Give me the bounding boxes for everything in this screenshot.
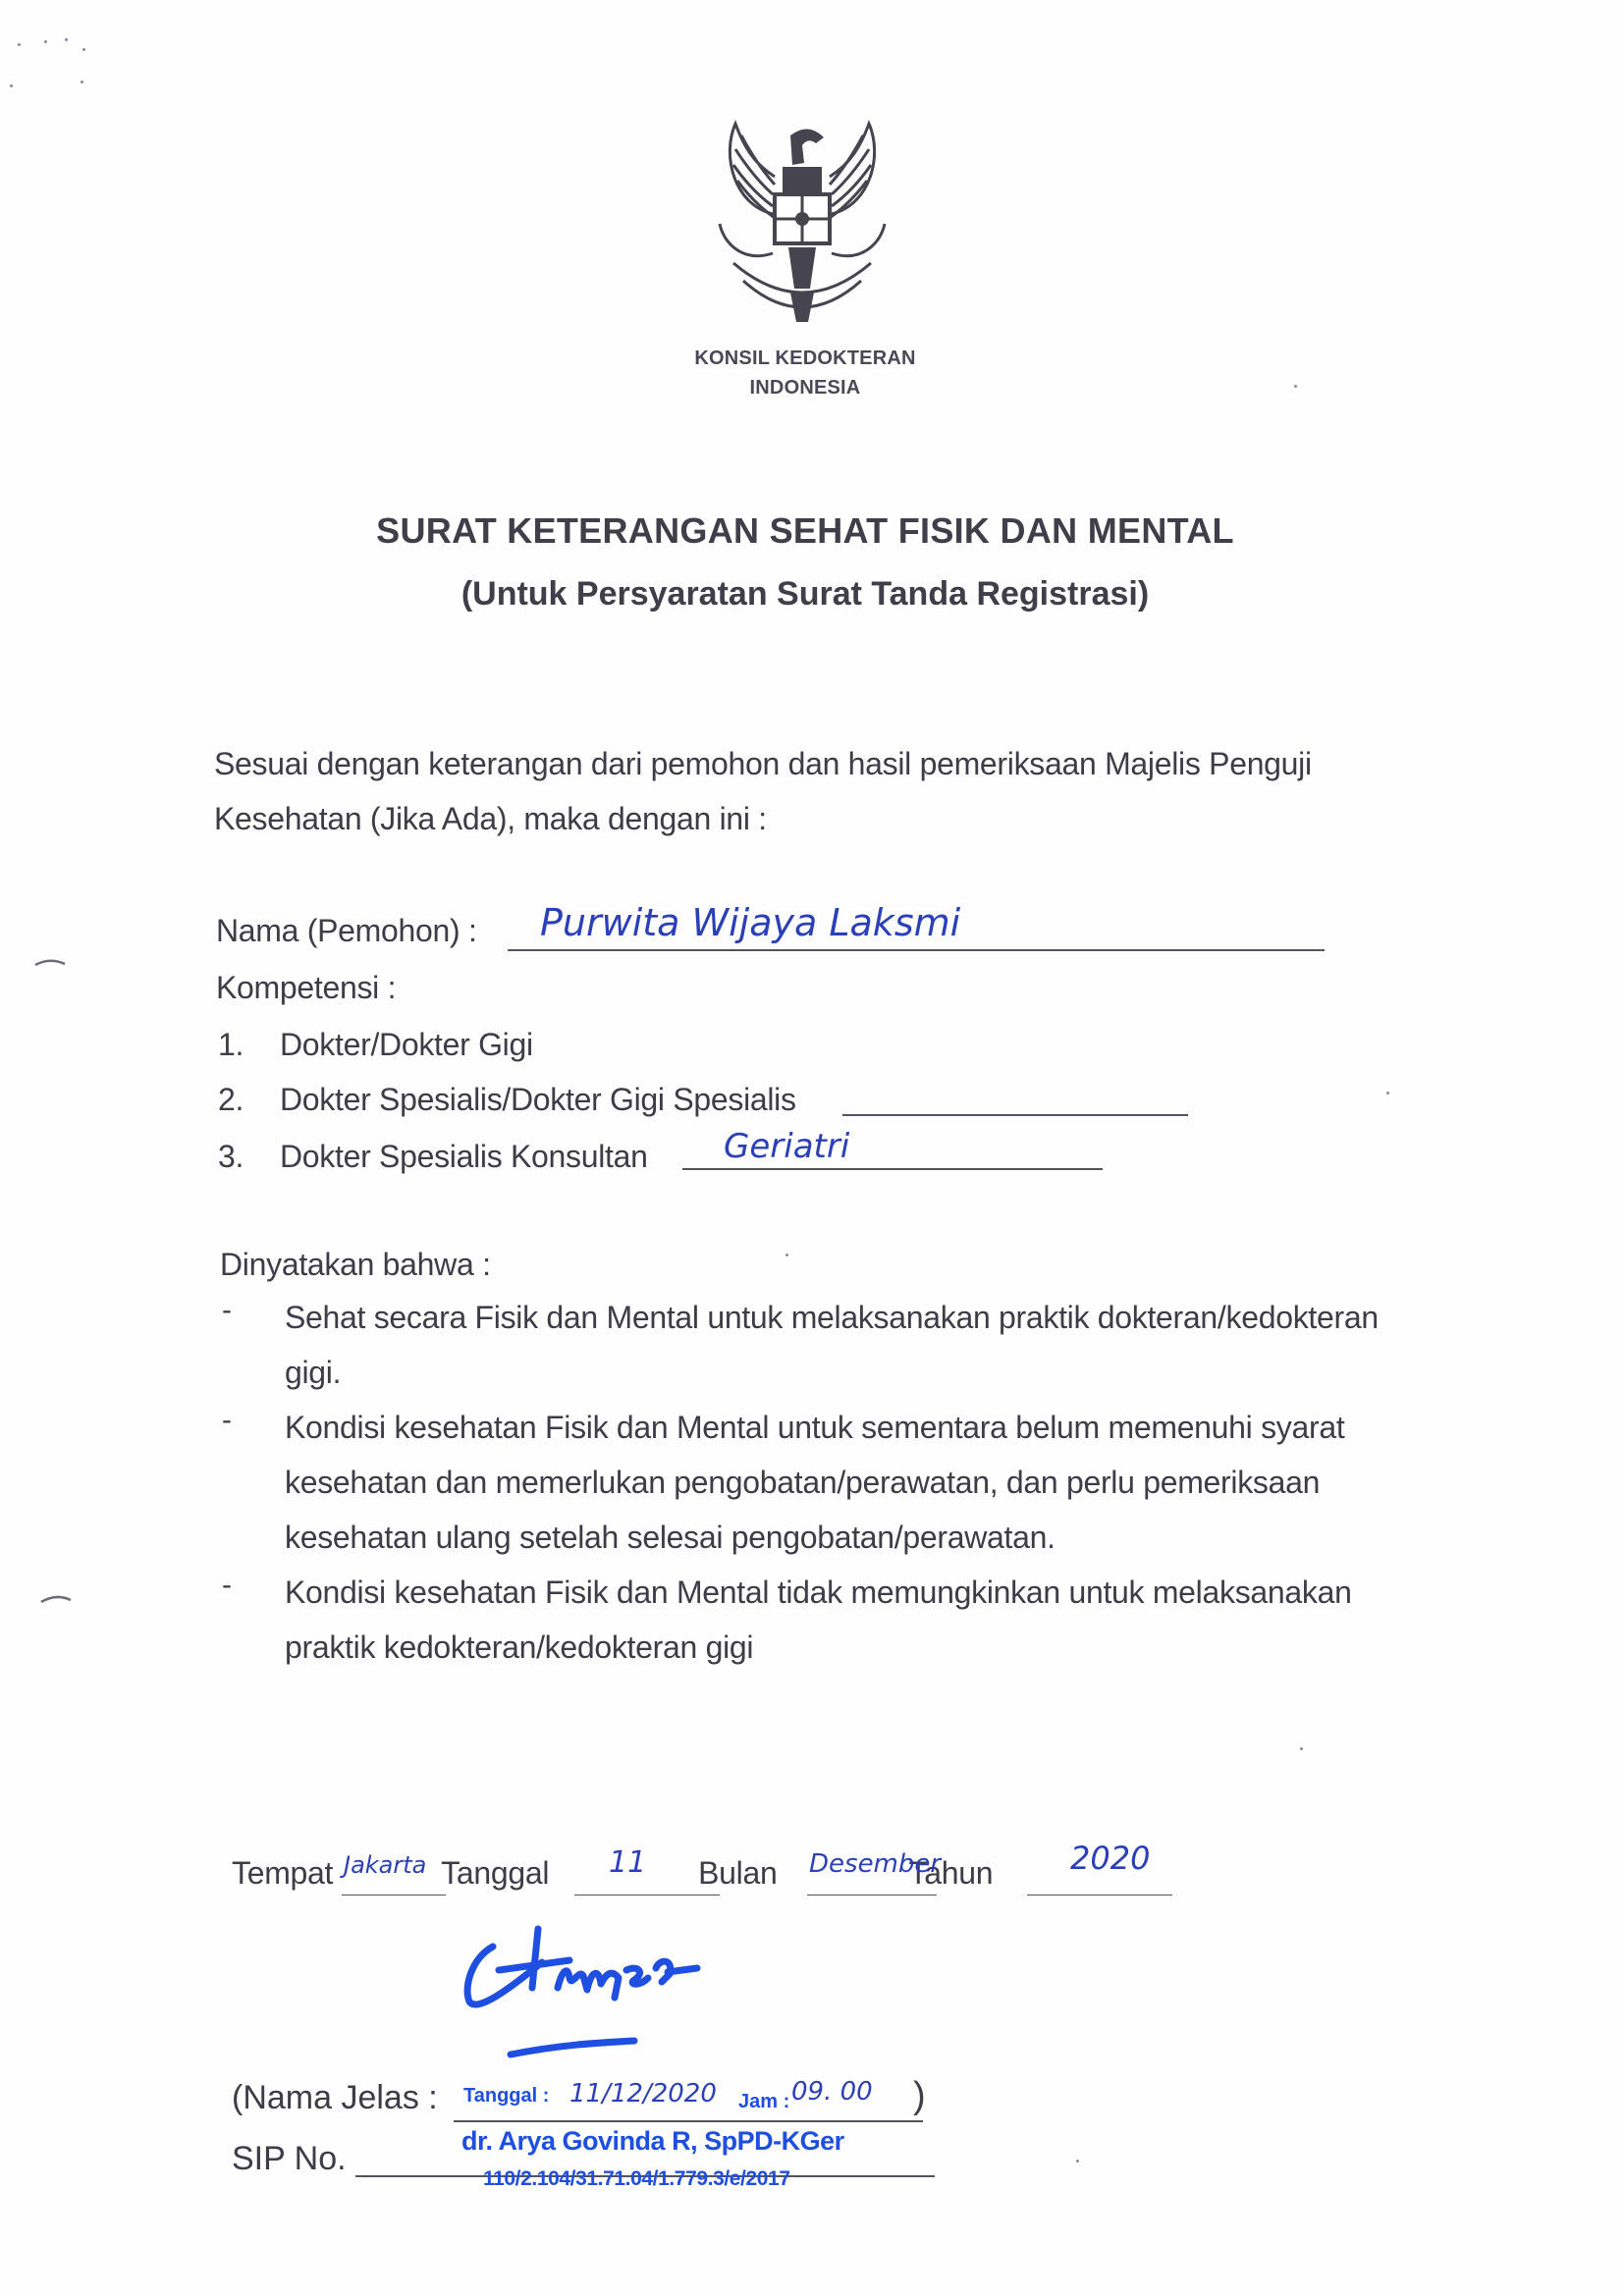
bulan-underline (807, 1895, 937, 1896)
tahun-label: Tahun (908, 1855, 994, 1891)
doctor-name-stamp: dr. Arya Govinda R, SpPD-KGer (461, 2126, 844, 2156)
nama-jelas-underline (454, 2120, 923, 2122)
competence-label: Kompetensi : (216, 970, 397, 1005)
scan-speck (18, 43, 21, 46)
issuer-name (589, 344, 1021, 402)
stamp-tanggal-label: Tanggal : (463, 2085, 550, 2107)
competence-specialist-underline[interactable] (842, 1114, 1188, 1116)
scan-speck (785, 1254, 788, 1256)
scan-speck (82, 48, 85, 51)
scan-speck (1294, 385, 1297, 388)
scan-speck (44, 40, 47, 43)
competence-consultant-value[interactable]: Geriatri (724, 1127, 850, 1166)
intro-line-1: Sesuai dengan keterangan dari pemohon dan hasil pemeriksaan Majelis Penguji (214, 746, 1312, 781)
statement-bullet: - (222, 1294, 232, 1326)
tanggal-underline (574, 1895, 720, 1896)
competence-item-label: Dokter/Dokter Gigi (280, 1027, 533, 1062)
sip-number-stamp: 110/2.104/31.71.04/1.779.3/e/2017 (483, 2167, 790, 2190)
nama-jelas-label: (Nama Jelas : (232, 2079, 438, 2116)
stamp-jam-label: Jam : (738, 2091, 790, 2112)
tanggal-value[interactable]: 11 (609, 1845, 647, 1880)
issuer-name-line1: KONSIL KEDOKTERAN (694, 347, 916, 369)
competence-item-number: 2. (218, 1082, 244, 1117)
competence-item-number: 1. (218, 1027, 244, 1062)
tahun-value[interactable]: 2020 (1070, 1840, 1151, 1877)
statement-temporarily-unfit: Kondisi kesehatan Fisik dan Mental untuk sementara belum memenuhi syarat kesehatan dan memerlukan pengobatan/perawatan, dan perlu pemeriksaan kesehatan ulang setelah selesai pengobatan/perawatan. (285, 1410, 1345, 1555)
scan-speck (65, 38, 68, 41)
signing-time-value[interactable]: 09. 00 (791, 2077, 873, 2107)
statement-bullet: - (222, 1569, 232, 1601)
punch-mark (39, 1593, 73, 1603)
signature-icon (452, 1919, 785, 2066)
applicant-name-value[interactable]: Purwita Wijaya Laksmi (540, 901, 961, 944)
intro-line-2: Kesehatan (Jika Ada), maka dengan ini : (214, 801, 767, 836)
competence-consultant-underline (682, 1168, 1103, 1170)
competence-item-label: Dokter Spesialis Konsultan (280, 1139, 648, 1174)
sip-label: SIP No. (232, 2140, 347, 2177)
scan-speck (1300, 1747, 1303, 1750)
punch-mark (33, 957, 67, 967)
scan-speck (10, 84, 13, 87)
document-title: SURAT KETERANGAN SEHAT FISIK DAN MENTAL (376, 510, 1234, 551)
garuda-emblem-icon (714, 116, 891, 337)
scan-speck (1386, 1092, 1389, 1095)
competence-item-number: 3. (218, 1139, 244, 1174)
tempat-value[interactable]: Jakarta (344, 1851, 427, 1879)
document-subtitle: (Untuk Persyaratan Surat Tanda Registrasi) (460, 575, 1150, 613)
applicant-name-label: Nama (Pemohon) : (216, 913, 477, 948)
statement-unfit: Kondisi kesehatan Fisik dan Mental tidak memungkinkan untuk melaksanakan praktik kedokteran/kedokteran gigi (285, 1575, 1352, 1665)
competence-item-label: Dokter Spesialis/Dokter Gigi Spesialis (280, 1082, 796, 1117)
nama-jelas-close-paren: ) (913, 2075, 926, 2116)
signing-date-value[interactable]: 11/12/2020 (569, 2079, 717, 2109)
applicant-name-underline (508, 949, 1325, 951)
statement-bullet: - (222, 1404, 232, 1436)
bulan-label: Bulan (698, 1855, 778, 1891)
statement-fit: Sehat secara Fisik dan Mental untuk melaksanakan praktik dokteran/kedokteran gigi. (285, 1300, 1379, 1390)
scan-speck (81, 80, 83, 83)
declaration-label: Dinyatakan bahwa : (220, 1247, 491, 1282)
tanggal-label: Tanggal (441, 1855, 550, 1891)
tahun-underline (1027, 1895, 1172, 1896)
bulan-value[interactable]: Desember (809, 1849, 942, 1879)
issuer-name-line2: INDONESIA (749, 377, 861, 399)
scan-speck (1076, 2160, 1079, 2163)
tempat-label: Tempat (232, 1855, 334, 1891)
tempat-underline (342, 1895, 446, 1896)
